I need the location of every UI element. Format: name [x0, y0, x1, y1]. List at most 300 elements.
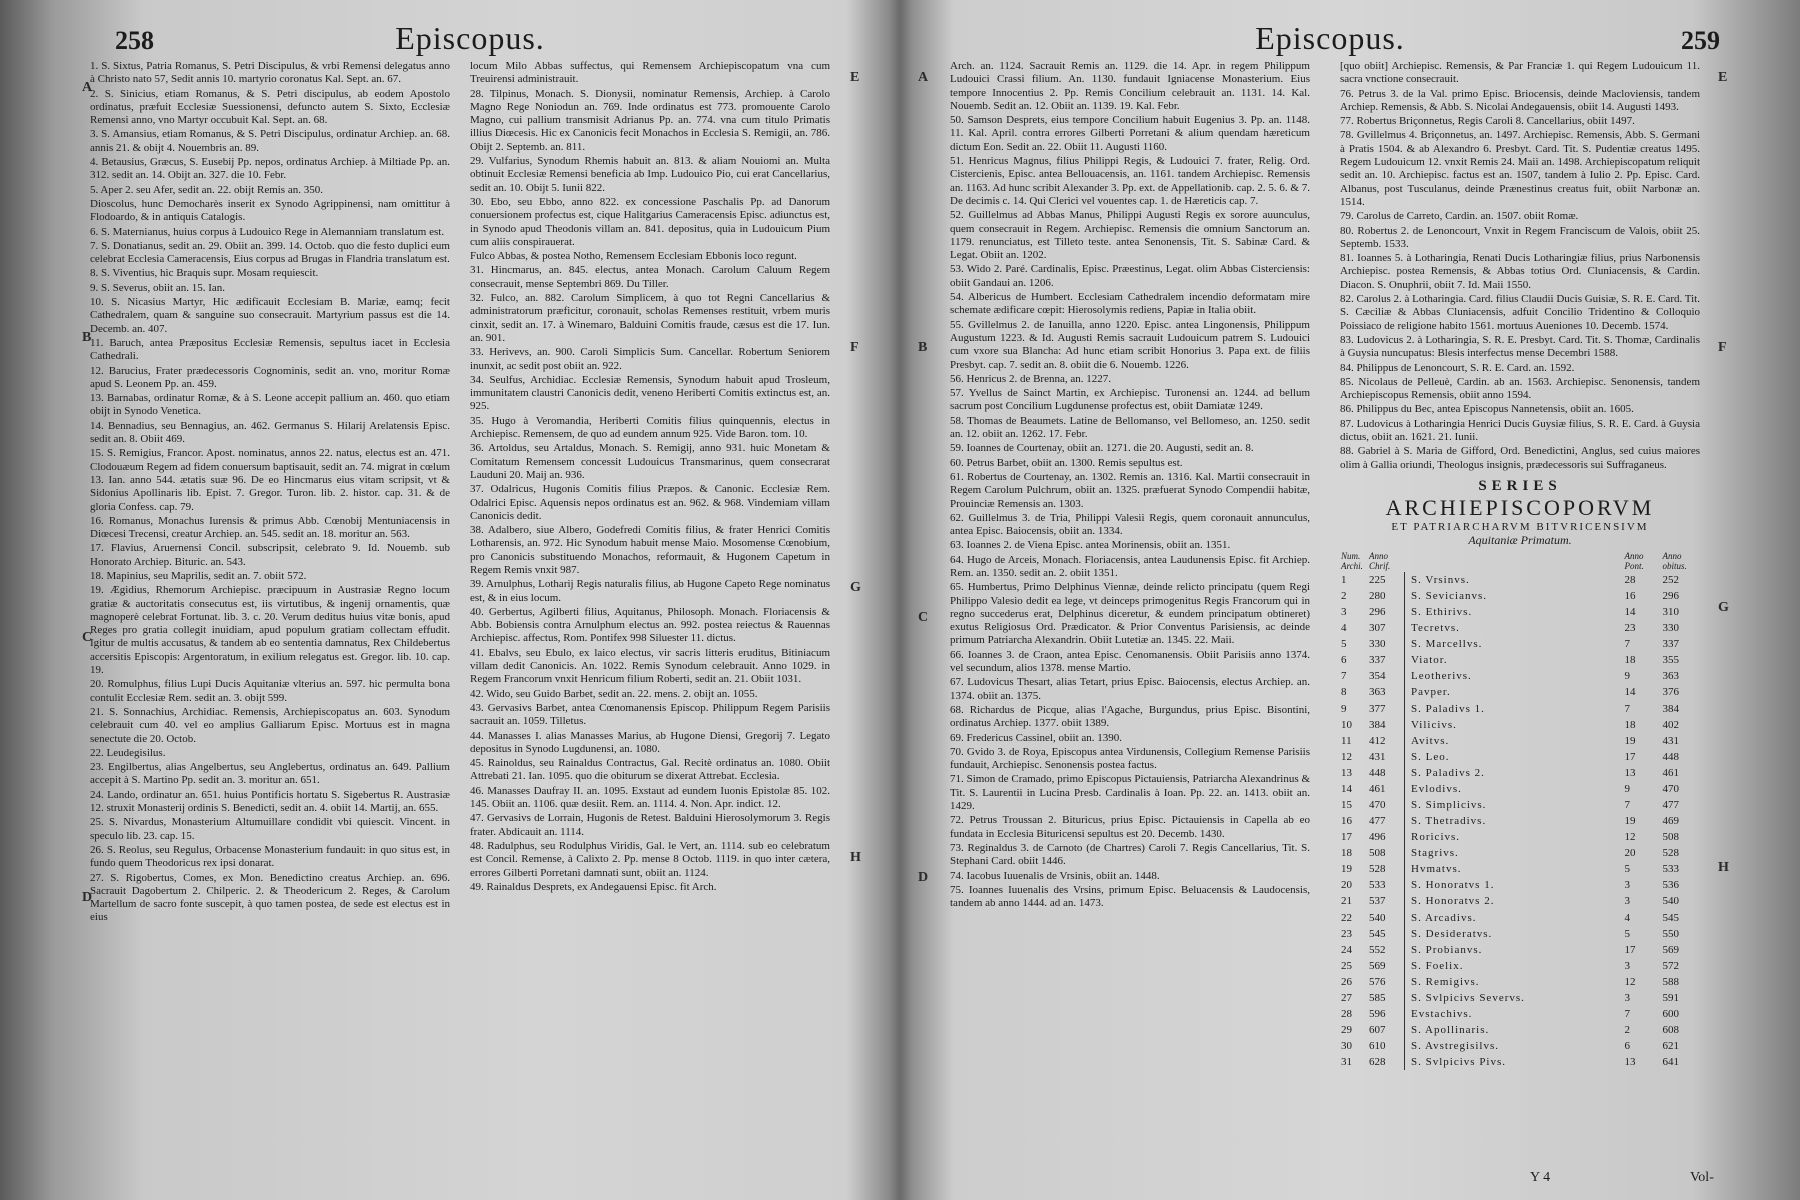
- row-sat: 7: [1624, 702, 1630, 715]
- row-number: 5: [1341, 638, 1347, 651]
- row-number: 16: [1341, 815, 1352, 828]
- entry-paragraph: 3. S. Amansius, etiam Romanus, & S. Petri Discipulus, ordinatur Archiep. an. 68. annis 21. & obijt 4. Nouembris an. 89.: [90, 128, 450, 154]
- entry-paragraph: 62. Guillelmus 3. de Tria, Philippi Valesii Regis, quem coronauit annunculus, antea Episc. Baiocensis, obiit an. 1334.: [950, 511, 1310, 538]
- row-year: 545: [1368, 926, 1405, 942]
- row-sat: 17: [1624, 943, 1636, 956]
- row-obit: 252: [1662, 573, 1679, 586]
- row-name: S. Honoratvs 1.: [1411, 879, 1495, 892]
- table-row: [1340, 829, 1700, 845]
- row-name: S. Sevicianvs.: [1411, 589, 1488, 602]
- row-number: 9: [1341, 702, 1347, 715]
- row-name: S. Honoratvs 2.: [1411, 895, 1495, 908]
- row-sat: 5: [1624, 863, 1630, 876]
- row-obit: 469: [1662, 815, 1679, 828]
- row-obit: 330: [1662, 622, 1679, 635]
- signature-mark: Y 4: [1530, 1170, 1551, 1185]
- margin-letter-b: B: [918, 340, 928, 355]
- row-year: 384: [1368, 717, 1405, 733]
- outer-margin-letter-e: E: [1718, 70, 1728, 85]
- table-row: [1340, 910, 1700, 926]
- entry-paragraph: 52. Guillelmus ad Abbas Manus, Philippi Augusti Regis ex sorore auunculus, quem consecrauit in Regem. Archiepisc. Remensis die omnium Sanctorum an. 1179. renunciatus, est Tilleto teste. antea Senonensis, Tit. S. Sabinæ Card. & Legat. Obiit an. 1202.: [950, 209, 1310, 262]
- row-obit: 337: [1662, 638, 1679, 651]
- row-name: Avitvs.: [1411, 734, 1450, 747]
- row-sat: 3: [1624, 879, 1630, 892]
- table-header-row: [1340, 550, 1700, 572]
- margin-letter-b: B: [82, 330, 92, 345]
- row-year: 377: [1368, 701, 1405, 717]
- entry-paragraph: Arch. an. 1124. Sacrauit Remis an. 1129. die 14. Apr. in regem Philippum Ludouici Crassi filium. An. 1130. fundauit Igniacense Monasterium. Eius tempore Innocentius 2. Pp. Remis Concilium celebrauit an. 1131. 14. Kal. Nouemb. Sedit an. 12. Obiit an. 1139. 19. Kal. Febr.: [950, 60, 1310, 112]
- row-number: 26: [1341, 975, 1352, 988]
- row-sat: 4: [1624, 911, 1630, 924]
- row-number: 28: [1341, 1008, 1352, 1021]
- row-sat: 13: [1624, 766, 1636, 779]
- col-header-num: Num. Archi.: [1341, 550, 1363, 571]
- row-number: 29: [1341, 1024, 1352, 1037]
- series-heading: [1340, 478, 1700, 548]
- row-year: 412: [1368, 733, 1405, 749]
- row-sat: 7: [1624, 799, 1630, 811]
- row-obit: 591: [1662, 991, 1679, 1004]
- entry-paragraph: 82. Carolus 2. à Lotharingia. Card. filius Claudii Ducis Guisiæ, S. R. E. Card. Tit. S. Cæciliæ & Abbas Cluniacensis, adfuit Concilio Tridentino & Colloquio Poissiaco de religione habito 1561. mortuus Aueniones 10. Decemb. 1574.: [1340, 293, 1700, 332]
- row-sat: 12: [1624, 831, 1636, 844]
- row-name: Hvmatvs.: [1411, 863, 1462, 876]
- entry-paragraph: 39. Arnulphus, Lotharij Regis naturalis filius, ab Hugone Capeto Rege nominatus est, & in eius locum.: [470, 578, 830, 604]
- row-sat: 19: [1624, 815, 1636, 828]
- entry-paragraph: 13. Barnabas, ordinatur Romæ, & à S. Leone accepit pallium an. 460. quo etiam obijt in Synodo Venetica.: [90, 392, 450, 418]
- row-name: S. Desideratvs.: [1411, 927, 1493, 940]
- col-header-year: Anno Chrif.: [1369, 550, 1391, 571]
- entry-paragraph: 79. Carolus de Carreto, Cardin. an. 1507. obiit Romæ.: [1340, 210, 1579, 223]
- row-year: 528: [1368, 861, 1405, 877]
- row-number: 4: [1341, 622, 1347, 635]
- row-sat: 3: [1624, 895, 1630, 908]
- col-header-sat: Anno Pont.: [1624, 550, 1644, 571]
- entry-paragraph: 17. Flavius, Aruernensi Concil. subscripsit, celebrato 9. Id. Nouemb. sub Honorato Archiep. Bituric. an. 543.: [90, 542, 450, 568]
- row-number: 31: [1341, 1056, 1352, 1069]
- entry-paragraph: Dioscolus, hunc Democharès inserit ex Synodo Agrippinensi, nam omittitur à Flodoardo, & in antiquis Catalogis.: [90, 197, 450, 224]
- row-sat: 3: [1624, 959, 1630, 972]
- right-column-1: [950, 60, 1310, 1180]
- entry-paragraph: 32. Fulco, an. 882. Carolum Simplicem, à quo tot Regni Cancellarius & administratorum præficitur, coronauit, scholas Remenses restituit, vrbem muris cinxit, sedit an. 17. à Winemaro, Balduini Comitis fraude, cæsus est die 17. Iun. an. 901.: [470, 292, 830, 344]
- row-year: 569: [1368, 958, 1405, 974]
- entry-paragraph: 29. Vulfarius, Synodum Rhemis habuit an. 813. & aliam Nouiomi an. Multa obtinuit Ecclesiæ Remensi beneficia ab Imp. Ludouico Pio, cui erat Cancellarius, sedit an. 10. Obijt 5. Iunii 822.: [470, 155, 830, 194]
- row-name: S. Probianvs.: [1411, 943, 1483, 956]
- row-year: 431: [1368, 749, 1405, 765]
- row-number: 18: [1341, 847, 1352, 860]
- table-row: [1340, 797, 1700, 813]
- row-name: S. Svlpicivs Pivs.: [1411, 1056, 1507, 1069]
- entry-paragraph: 57. Yvellus de Sainct Martin, ex Archiepisc. Turonensi an. 1244. ad bellum sacrum post Concilium Lugdunense profectus est, obiit Damiatæ 1249.: [950, 387, 1310, 413]
- table-row: [1340, 572, 1700, 588]
- entry-paragraph: 63. Ioannes 2. de Viena Episc. antea Morinensis, obiit an. 1351.: [950, 539, 1231, 552]
- row-obit: 569: [1662, 943, 1679, 956]
- row-sat: 20: [1624, 847, 1636, 860]
- row-number: 19: [1341, 863, 1352, 876]
- entry-paragraph: 70. Gvido 3. de Roya, Episcopus antea Virdunensis, Collegium Remense Parisiis fundauit, Archiepisc. Senonensis postea factus.: [950, 745, 1310, 772]
- row-obit: 355: [1662, 654, 1679, 667]
- row-number: 7: [1341, 670, 1347, 683]
- table-row: [1340, 1038, 1700, 1054]
- row-number: 14: [1341, 782, 1352, 795]
- right-page-header: [930, 12, 1730, 56]
- entry-paragraph: 35. Hugo à Veromandia, Heriberti Comitis filius quinquennis, electus in Archiepisc. Remensem, de quo ad eundem annum 925. Vide Baron. tom. 10.: [470, 414, 830, 441]
- entry-paragraph: 86. Philippus du Bec, antea Episcopus Nannetensis, obiit an. 1605.: [1340, 403, 1634, 416]
- row-obit: 477: [1662, 799, 1679, 811]
- row-sat: 18: [1624, 654, 1636, 667]
- entry-paragraph: [quo obiit] Archiepisc. Remensis, & Par Franciæ 1. qui Regem Ludouicum 11. sacra vnctione consecrauit.: [1340, 60, 1700, 86]
- row-year: 496: [1368, 829, 1405, 845]
- margin-letter-a: A: [82, 80, 93, 95]
- table-row: [1340, 668, 1700, 684]
- table-row: [1340, 636, 1700, 652]
- table-row: [1340, 893, 1700, 909]
- right-column-2: [1340, 60, 1700, 1180]
- entry-paragraph: 76. Petrus 3. de la Val. primo Episc. Briocensis, deinde Macloviensis, tandem Archiep. Remensis, & Abb. S. Nicolai Andegauensis, obiit 14. Augusti 1493.: [1340, 87, 1700, 113]
- left-page-header: [70, 12, 870, 56]
- row-sat: 17: [1624, 750, 1636, 763]
- row-year: 596: [1368, 1006, 1405, 1022]
- row-number: 13: [1341, 766, 1352, 779]
- series-title: SERIES: [1478, 477, 1562, 494]
- entry-paragraph: 14. Bennadius, seu Bennagius, an. 462. Germanus S. Hilarij Arelatensis Episc. sedit an. 8. Obiit 469.: [90, 419, 450, 446]
- row-name: S. Svlpicivs Severvs.: [1411, 991, 1525, 1004]
- row-year: 225: [1368, 572, 1405, 588]
- row-name: S. Avstregisilvs.: [1411, 1040, 1500, 1053]
- outer-margin-letter-h: H: [1718, 860, 1729, 875]
- row-name: Tecretvs.: [1411, 622, 1460, 635]
- row-number: 27: [1341, 991, 1352, 1004]
- row-number: 1: [1341, 573, 1347, 586]
- entry-paragraph: 61. Robertus de Courtenay, an. 1302. Remis an. 1316. Kal. Martii consecrauit in Regem Carolum Pulchrum, obiit an. 1325. præfuerat Synodo Compendii habitæ, Prouinciæ Remensis an. 1303.: [950, 470, 1310, 510]
- table-row: [1340, 877, 1700, 893]
- entry-paragraph: 18. Mapinius, seu Maprilis, sedit an. 7. obiit 572.: [90, 569, 307, 582]
- entry-paragraph: 55. Gvillelmus 2. de Ianuilla, anno 1220. Episc. antea Lingonensis, Philippum Augustum 1223. & Id. Augusti Remis sacrauit Ludouicum patrem S. Ludouici cum vxore sua Blancha: Ad hunc etiam scribit Honorius 3. Papa ext. de filiis Presbyt. cap. 7. sedit an. 8. obiit die 6. Nouemb. 1226.: [950, 318, 1310, 371]
- col-header-obit: Anno obitus.: [1662, 550, 1687, 571]
- row-obit: 545: [1662, 911, 1679, 924]
- entry-paragraph: locum Milo Abbas suffectus, qui Remensem Archiepiscopatum vna cum Treuirensi administrauit.: [470, 60, 830, 86]
- row-name: Pavper.: [1411, 686, 1451, 699]
- table-row: [1340, 684, 1700, 700]
- row-year: 610: [1368, 1038, 1405, 1054]
- entry-paragraph: 19. Ægidius, Rhemorum Archiepisc. præcipuum in Austrasiæ Regno locum gratiæ & auctoritatis consecutus est, iis virtutibus, & ingenij ornamentis, quæ magnoperè celebrat Fortunat. lib. 3. c. 20. Verum deditus huius vitæ bonis, apud Reges pro gratia collegit inuidiam, apud populum gratiam collectam effudit. Igitur de multis accusatus, & tandem ab eo sententia damnatus, Rex Childebertus accersitis Episcopis: Argentoratum, in exilium relegatus est. Gregor. lib. 10. cap. 19.: [90, 584, 450, 677]
- table-row: [1340, 781, 1700, 797]
- left-page: [70, 0, 870, 1200]
- table-row: [1340, 652, 1700, 668]
- archbishops-table-body: [1340, 572, 1700, 1070]
- row-name: S. Marcellvs.: [1411, 638, 1483, 651]
- row-year: 508: [1368, 845, 1405, 861]
- row-name: Evstachivs.: [1411, 1008, 1473, 1021]
- entry-paragraph: 20. Romulphus, filius Lupi Ducis Aquitaniæ vlterius an. 597. hic permulta bona contulit Ecclesiæ Rem. sedit an. 3. obijt 599.: [90, 678, 450, 704]
- entry-paragraph: 59. Ioannes de Courtenay, obiit an. 1271. die 20. Augusti, sedit an. 8.: [950, 442, 1254, 455]
- entry-paragraph: 26. S. Reolus, seu Regulus, Orbacense Monasterium fundauit: in quo situs est, in fundo quem Theodoricus rex ipsi donarat.: [90, 843, 450, 870]
- row-sat: 3: [1624, 991, 1630, 1004]
- row-number: 21: [1341, 895, 1352, 908]
- row-obit: 540: [1662, 895, 1679, 908]
- row-name: Evlodivs.: [1411, 782, 1462, 795]
- table-row: [1340, 733, 1700, 749]
- entry-paragraph: 4. Betausius, Græcus, S. Eusebij Pp. nepos, ordinatus Archiep. à Miltiade Pp. an. 312. sedit an. 14. Obijt an. 327. die 10. Febr.: [90, 156, 450, 182]
- row-number: 12: [1341, 750, 1352, 763]
- row-year: 363: [1368, 684, 1405, 700]
- row-obit: 621: [1662, 1040, 1679, 1053]
- row-name: S. Arcadivs.: [1411, 911, 1477, 924]
- row-obit: 402: [1662, 718, 1679, 731]
- entry-paragraph: 34. Seulfus, Archidiac. Ecclesiæ Remensis, Synodum habuit apud Trosleum, immunitatem claustri Canonicis dedit, veneno Heriberti Comitis extinctus est, an. 925.: [470, 373, 830, 413]
- entry-paragraph: 44. Manasses I. alias Manasses Marius, ab Hugone Diensi, Gregorij 7. Legato depositus in Synodo Lugdunensi, an. 1080.: [470, 729, 830, 755]
- entry-paragraph: 1. S. Sixtus, Patria Romanus, S. Petri Discipulus, & vrbi Remensi delegatus anno à Christo nato 57, Sedit annis 10. martyrio coronatus Kal. Sept. an. 67.: [90, 60, 450, 86]
- right-column-2-text: [1340, 60, 1700, 472]
- entry-paragraph: 43. Gervasivs Barbet, antea Cœnomanensis Episcop. Philippum Regem Parisiis sacrauit an. 1059. Tilletus.: [470, 701, 830, 728]
- row-year: 330: [1368, 636, 1405, 652]
- table-row: [1340, 990, 1700, 1006]
- row-name: Stagrivs.: [1411, 847, 1459, 860]
- entry-paragraph: 83. Ludovicus 2. à Lotharingia, S. R. E. Presbyt. Card. Tit. S. Thomæ, Cardinalis à Guysia nuncupatus: Blesis interfectus mense Decembri 1588.: [1340, 333, 1700, 360]
- row-sat: 28: [1624, 573, 1636, 586]
- margin-letter-d: D: [82, 890, 93, 905]
- row-name: S. Remigivs.: [1411, 975, 1480, 988]
- entry-paragraph: 42. Wido, seu Guido Barbet, sedit an. 22. mens. 2. obijt an. 1055.: [470, 687, 758, 700]
- series-subtitle-2: ET PATRIARCHARVM BITVRICENSIVM: [1391, 520, 1649, 533]
- entry-paragraph: 80. Robertus 2. de Lenoncourt, Vnxit in Regem Franciscum de Valois, obiit 25. Septemb. 1533.: [1340, 224, 1700, 250]
- series-subtitle-3: Aquitaniæ Primatum.: [1468, 532, 1572, 547]
- row-number: 11: [1341, 734, 1352, 747]
- row-name: Leotherivs.: [1411, 670, 1472, 683]
- entry-paragraph: 54. Albericus de Humbert. Ecclesiam Cathedralem incendio deformatam mire schemate ædificare cœpit: Hierosolymis rediens, Papiæ in Italia obiit.: [950, 291, 1310, 317]
- row-year: 337: [1368, 652, 1405, 668]
- inner-margin-letter-h: H: [850, 850, 861, 865]
- row-number: 25: [1341, 959, 1352, 972]
- table-row: [1340, 588, 1700, 604]
- row-sat: 16: [1624, 589, 1636, 602]
- table-row: [1340, 974, 1700, 990]
- row-name: S. Vrsinvs.: [1411, 573, 1470, 586]
- row-year: 296: [1368, 604, 1405, 620]
- row-year: 461: [1368, 781, 1405, 797]
- entry-paragraph: 36. Artoldus, seu Artaldus, Monach. S. Remigij, anno 931. huic Monetam & Comitatum Remensem concessit Ludouicus Transmarinus, quem consecrarat Lauduni 20. Maij an. 936.: [470, 442, 830, 481]
- entry-paragraph: 84. Philippus de Lenoncourt, S. R. E. Card. an. 1592.: [1340, 361, 1575, 374]
- row-sat: 19: [1624, 734, 1636, 747]
- entry-paragraph: 49. Rainaldus Desprets, ex Andegauensi Episc. fit Arch.: [470, 880, 717, 893]
- row-obit: 296: [1662, 589, 1679, 602]
- row-obit: 448: [1662, 750, 1679, 763]
- entry-paragraph: 11. Baruch, antea Præpositus Ecclesiæ Remensis, sepultus iacet in Ecclesia Cathedrali.: [90, 336, 450, 363]
- entry-paragraph: 27. S. Rigobertus, Comes, ex Mon. Benedictino creatus Archiep. an. 696. Sacrauit Dagobertum 2. Chilperic. 2. & Theodericum 2. Reges, & Carolum Martellum de sacro fonte suscepit, à quo tamen postea, de sede est electus est in eius: [90, 871, 450, 924]
- outer-margin-letter-g: G: [1718, 600, 1729, 615]
- row-year: 448: [1368, 765, 1405, 781]
- entry-paragraph: Fulco Abbas, & postea Notho, Remensem Ecclesiam Ebbonis loco regunt.: [470, 250, 797, 263]
- entry-paragraph: 8. S. Viventius, hic Braquis supr. Mosam requiescit.: [90, 267, 319, 280]
- col-header-name: [1405, 550, 1624, 572]
- entry-paragraph: 64. Hugo de Arceis, Monach. Floriacensis, antea Laudunensis Episc. fit Archiep. Rem. an. 1350. sedit an. 2. obiit 1351.: [950, 553, 1310, 579]
- row-name: Viator.: [1411, 654, 1448, 667]
- entry-paragraph: 50. Samson Desprets, eius tempore Concilium habuit Eugenius 3. Pp. an. 1148. 11. Kal. April. contra errores Gilberti Porretani & alium quendam hæreticum dictum Eon. Sedit an. 22. Obiit 11. Augusti 1160.: [950, 114, 1310, 153]
- table-row: [1340, 845, 1700, 861]
- entry-paragraph: 7. S. Donatianus, sedit an. 29. Obiit an. 399. 14. Octob. quo die festo duplici eum celebrat Ecclesia Cameracensis, Eius corpus ad Brugas in Flandria translatum est.: [90, 239, 450, 266]
- entry-paragraph: 2. S. Sinicius, etiam Romanus, & S. Petri discipulus, ab eodem Apostolo ordinatus, præfuit Ecclesiæ Suessionensi, defuncto autem S. Sixto, Ecclesiæ Remensi anno, vno Martyr occubuit Kal. Sept. an. 68.: [90, 87, 450, 127]
- row-obit: 508: [1662, 831, 1679, 844]
- entry-paragraph: 75. Ioannes Iuuenalis des Vrsins, primum Episc. Beluacensis & Laudocensis, tandem ab anno 1444. ad an. 1473.: [950, 883, 1310, 910]
- table-row: [1340, 604, 1700, 620]
- entry-paragraph: 45. Rainoldus, seu Rainaldus Contractus, Gal. Recitè ordinatus an. 1080. Obiit Attrebati 21. Ian. 1095. quo die obiturum se dixerat Attrebat. Ecclesia.: [470, 757, 830, 783]
- row-obit: 600: [1662, 1008, 1679, 1021]
- row-sat: 7: [1624, 638, 1630, 651]
- entry-paragraph: 81. Ioannes 5. à Lotharingia, Renati Ducis Lotharingiæ filius, prius Narbonensis Archiepisc. postea Remensis, & Abbas totius Ord. Cluniacensis, & Cardin. Diacon. S. Onuphrii, obiit 7. Id. Maii 1550.: [1340, 252, 1700, 291]
- entry-paragraph: 9. S. Severus, obiit an. 15. Ian.: [90, 281, 226, 294]
- entry-paragraph: 68. Richardus de Picque, alias l'Agache, Burgundus, prius Episc. Bisontini, ordinatus Archiep. 1377. obiit 1389.: [950, 703, 1310, 730]
- row-sat: 2: [1624, 1024, 1630, 1037]
- row-obit: 528: [1662, 847, 1679, 860]
- row-year: 576: [1368, 974, 1405, 990]
- entry-paragraph: 85. Nicolaus de Pelleuè, Cardin. ab an. 1563. Archiepisc. Senonensis, tandem Archiepiscopus Remensis, obiit anno 1594.: [1340, 375, 1700, 402]
- archbishops-table: [1340, 550, 1700, 1070]
- table-row: [1340, 861, 1700, 877]
- row-obit: 536: [1662, 879, 1679, 892]
- left-column-1: [90, 60, 450, 1180]
- entry-paragraph: 6. S. Maternianus, huius corpus à Ludouico Rege in Alemanniam translatum est.: [90, 225, 445, 238]
- table-row: [1340, 765, 1700, 781]
- row-year: 540: [1368, 910, 1405, 926]
- row-number: 24: [1341, 943, 1352, 956]
- row-number: 22: [1341, 911, 1352, 924]
- entry-paragraph: 10. S. Nicasius Martyr, Hic ædificauit Ecclesiam B. Mariæ, eamq; fecit Cathedralem, quam & sanguine suo consecrauit. Martyrium passus est die 14. Decemb. an. 407.: [90, 296, 450, 335]
- right-page: [918, 0, 1730, 1200]
- row-name: S. Thetradivs.: [1411, 815, 1487, 828]
- entry-paragraph: 60. Petrus Barbet, obiit an. 1300. Remis sepultus est.: [950, 456, 1183, 469]
- left-column-2: [470, 60, 830, 1180]
- left-running-title: Episcopus.: [395, 20, 545, 56]
- entry-paragraph: 38. Adalbero, siue Albero, Godefredi Comitis filius, & frater Henrici Comitis Lotharensis, an. 972. Hic Synodum habuit mense Maio. Mosomense Cœnobium, pro Canonicis substituendo Monachos, reformauit, & Hugonem Capetum in Regem Remis vnxit 987.: [470, 524, 830, 576]
- row-year: 470: [1368, 797, 1405, 813]
- entry-paragraph: 74. Iacobus Iuuenalis de Vrsinis, obiit an. 1448.: [950, 869, 1160, 882]
- table-row: [1340, 813, 1700, 829]
- table-row: [1340, 926, 1700, 942]
- entry-paragraph: 15. S. Remigius, Francor. Apost. nominatus, annos 22. natus, electus est an. 471. Clodouæum Regem ad fidem conuersum baptisauit, sedit an. 74. migrat in cœlum 13. Ian. anno 544. ætatis suæ 96. De eo Hincmarus eius vitam scripsit, vt & Sidonius Apollinaris lib. Epist. 7. Gregor. Turon. lib. 2. histor. cap. 31. & de gloria Confess. cap. 79.: [90, 447, 450, 513]
- row-sat: 6: [1624, 1040, 1630, 1053]
- row-number: 30: [1341, 1040, 1352, 1053]
- entry-paragraph: 37. Odalricus, Hugonis Comitis filius Præpos. & Canonic. Ecclesiæ Rem. Odalrici Episc. Aquensis nepos ordinatus est an. 962. & 968. Vindemiam villam Canonicis dedit.: [470, 483, 830, 522]
- row-name: S. Simplicivs.: [1411, 799, 1487, 811]
- table-row: [1340, 701, 1700, 717]
- entry-paragraph: 31. Hincmarus, an. 845. electus, antea Monach. Carolum Caluum Regem consecrauit, mense Septembri 869. Du Tiller.: [470, 264, 830, 290]
- entry-paragraph: 41. Ebalvs, seu Ebulo, ex laico electus, vir sacris litteris eruditus, Bitiniacum villam dedit Canonicis. An. 1022. Remis Synodum celebrauit. Anno 1029. in Regem Francorum vnxit Henricum filium Roberti, sedit an. 21. Obiit 1031.: [470, 646, 830, 686]
- row-obit: 608: [1662, 1024, 1679, 1037]
- row-number: 20: [1341, 879, 1352, 892]
- row-name: S. Leo.: [1411, 750, 1450, 763]
- row-obit: 461: [1662, 766, 1679, 779]
- row-sat: 23: [1624, 622, 1636, 635]
- row-obit: 641: [1662, 1056, 1679, 1069]
- row-year: 607: [1368, 1022, 1405, 1038]
- row-year: 280: [1368, 588, 1405, 604]
- entry-paragraph: 71. Simon de Cramado, primo Episcopus Pictauiensis, Patriarcha Alexandrinus & Tit. S. Laurentii in Lucina Presb. Cardinalis à Ioan. Pp. 22. an. 1413. obiit an. 1429.: [950, 773, 1310, 813]
- row-year: 533: [1368, 877, 1405, 893]
- entry-paragraph: 46. Manasses Daufray II. an. 1095. Exstaut ad eundem Iuonis Epistolæ 85. 102. 145. Obiit an. 1106. quæ desiit. Rem. an. 1114. 4. Non. Apr. indict. 12.: [470, 784, 830, 811]
- row-obit: 533: [1662, 863, 1679, 876]
- entry-paragraph: 48. Radulphus, seu Rodulphus Viridis, Gal. le Vert, an. 1114. sub eo celebratum est Concil. Remense, à Calixto 2. Pp. mense 8 Octob. 1119. in quo inter cætera, errores Gilberti Porretani damnati sunt, obiit an. 1124.: [470, 839, 830, 879]
- catchword: Vol-: [1690, 1170, 1714, 1185]
- row-sat: 18: [1624, 718, 1636, 731]
- entry-paragraph: 87. Ludovicus à Lotharingia Henrici Ducis Guysiæ filius, S. R. E. Card. à Guysia dictus, obiit an. 1621. 21. Iunii.: [1340, 417, 1700, 444]
- entry-paragraph: 73. Reginaldus 3. de Carnoto (de Chartres) Caroli 7. Regis Cancellarius, Tit. S. Stephani Card. obiit 1446.: [950, 841, 1310, 868]
- entry-paragraph: 40. Gerbertus, Agilberti filius, Aquitanus, Philosoph. Monach. Floriacensis & Abb. Bobiensis contra Arnulphum electus an. 992. postea reiectus & Rauennas Archiepisc. affectus, Rom. Pontifex 998 Siluester 11. dictus.: [470, 605, 830, 645]
- row-year: 307: [1368, 620, 1405, 636]
- table-row: [1340, 1006, 1700, 1022]
- row-obit: 376: [1662, 686, 1679, 699]
- row-number: 2: [1341, 589, 1347, 602]
- entry-paragraph: 53. Wido 2. Paré. Cardinalis, Episc. Præestinus, Legat. olim Abbas Cisterciensis: obiit Gandaui an. 1206.: [950, 263, 1310, 289]
- entry-paragraph: 72. Petrus Troussan 2. Bituricus, prius Episc. Pictauiensis in Capella ab eo fundata in Ecclesia Bituricensi sepultus est 20. Decemb. 1430.: [950, 814, 1310, 840]
- margin-letter-c: C: [918, 610, 929, 625]
- entry-paragraph: 56. Henricus 2. de Brenna, an. 1227.: [950, 372, 1111, 385]
- row-obit: 470: [1662, 782, 1679, 795]
- entry-paragraph: 5. Aper 2. seu Afer, sedit an. 22. obijt Remis an. 350.: [90, 183, 323, 196]
- left-page-number: 258: [115, 26, 154, 55]
- row-year: 477: [1368, 813, 1405, 829]
- row-sat: 12: [1624, 975, 1636, 988]
- margin-letter-a: A: [918, 70, 929, 85]
- row-number: 6: [1341, 654, 1347, 667]
- table-row: [1340, 620, 1700, 636]
- table-row: [1340, 717, 1700, 733]
- row-obit: 431: [1662, 734, 1679, 747]
- entry-paragraph: 51. Henricus Magnus, filius Philippi Regis, & Ludouici 7. frater, Relig. Ord. Cistercienis, Episc. antea Bellouacensis, an. 1161. tandem Archiepisc. Remensis an. 1163. Ad hunc scribit Alexander 3. Pp. ext. de Appellationib. cap. 2. 5. 6. & 7. De decimis c. 14. Qui Clerici vel vouentes cap. 1. de Hæreticis cap. 7.: [950, 155, 1310, 207]
- row-sat: 5: [1624, 927, 1630, 940]
- row-obit: 572: [1662, 959, 1679, 972]
- outer-margin-letter-f: F: [1718, 340, 1727, 355]
- row-number: 8: [1341, 686, 1347, 699]
- entry-paragraph: 33. Herivevs, an. 900. Caroli Simplicis Sum. Cancellar. Robertum Seniorem inunxit, ac sedit post obiit an. 922.: [470, 346, 830, 372]
- row-sat: 9: [1624, 782, 1630, 795]
- row-name: S. Ethirivs.: [1411, 606, 1473, 619]
- table-row: [1340, 942, 1700, 958]
- entry-paragraph: 22. Leudegisilus.: [90, 746, 166, 759]
- entry-paragraph: 23. Engilbertus, alias Angelbertus, seu Anglebertus, ordinatus an. 649. Pallium accepit à S. Martino Pp. sedit an. 3. moritur an. 651.: [90, 761, 450, 787]
- entry-paragraph: 24. Lando, ordinatur an. 651. huius Pontificis hortatu S. Sigebertus R. Austrasiæ 12. struxit Monasterij ordinis S. Benedicti, sedit an. 4. obiit 14. Martij, an. 655.: [90, 788, 450, 815]
- row-year: 585: [1368, 990, 1405, 1006]
- table-row: [1340, 1022, 1700, 1038]
- row-number: 15: [1341, 799, 1352, 811]
- row-number: 17: [1341, 831, 1352, 844]
- row-sat: 9: [1624, 670, 1630, 683]
- row-sat: 13: [1624, 1056, 1636, 1069]
- row-year: 537: [1368, 893, 1405, 909]
- row-obit: 588: [1662, 975, 1679, 988]
- row-sat: 14: [1624, 686, 1636, 699]
- entry-paragraph: 30. Ebo, seu Ebbo, anno 822. ex concessione Paschalis Pp. ad Danorum conuersionem profectus est, cique Halitgarius Cameracensis Episc. adiunctus est, in Synodo apud Theodonis villam an. 841. depositus, quia in Ludouicum Pium cum aliis conspirauerat.: [470, 195, 830, 248]
- entry-paragraph: 47. Gervasivs de Lorrain, Hugonis de Retest. Balduini Hierosolymorum 3. Regis frater. Abdicauit an. 1114.: [470, 812, 830, 838]
- row-name: S. Foelix.: [1411, 959, 1464, 972]
- inner-margin-letter-e: E: [850, 70, 860, 85]
- entry-paragraph: 65. Humbertus, Primo Delphinus Viennæ, deinde relicto principatu (quem Regi Philippo Valesio dedit ea lege, vt deinceps primogenitus Regis Francorum qui in regno succederus erat, Delphinus diceretur, & eundem principatum obtineret) exutus Religiosus Ord. Prædicator. & Prior Conventus Parisiensis, ac deinde primum Patriarcha Alexandrin. Obiit Lutetiæ an. 1345. 22. Maii.: [950, 581, 1310, 647]
- entry-paragraph: 21. S. Sonnachius, Archidiac. Remensis, Archiepiscopatus an. 603. Synodum celebrauit cum 40. vel eo amplius Galliarum Episc. Mortuus est in magna senectute die 20. Octob.: [90, 705, 450, 745]
- margin-letter-d: D: [918, 870, 929, 885]
- row-name: S. Paladivs 2.: [1411, 766, 1485, 779]
- entry-paragraph: 77. Robertus Briçonnetus, Regis Caroli 8. Cancellarius, obiit 1497.: [1340, 115, 1635, 128]
- entry-paragraph: 78. Gvillelmus 4. Briçonnetus, an. 1497. Archiepisc. Remensis, Abb. S. Germani à Pratis 1504. & ab Alexandro 6. Presbyt. Card. Tit. S. Pudentiæ creatus 1495. Regem Ludouicum 12. vnxit Remis 24. Maii an. 1498. Archiepiscopatum reliquit sedit an. 10. Archiepisc. factus est an. 1507, tandem à Iulio 2. Pp. Episc. Card. Albanus, post Tusculanus, deinde Prænestinus creatus fuit, obiit Narbonæ an. 1514.: [1340, 129, 1700, 208]
- inner-margin-letter-f: F: [850, 340, 859, 355]
- row-name: Vilicivs.: [1411, 718, 1457, 731]
- entry-paragraph: 12. Barucius, Frater prædecessoris Cognominis, sedit an. vno, moritur Romæ apud S. Leonem Pp. an. 459.: [90, 364, 450, 390]
- entry-paragraph: 66. Ioannes 3. de Craon, antea Episc. Cenomanensis. Obiit Parisiis anno 1374. vel secundum, alios 1378. mense Martio.: [950, 648, 1310, 675]
- row-year: 552: [1368, 942, 1405, 958]
- entry-paragraph: 67. Ludovicus Thesart, alias Tetart, prius Episc. Baiocensis, electus Archiep. an. 1374. obiit an. 1375.: [950, 676, 1310, 702]
- table-row: [1340, 1054, 1700, 1070]
- entry-paragraph: 25. S. Nivardus, Monasterium Altumuillare condidit vbi quiescit. Vincent. in speculo lib. 23. cap. 15.: [90, 816, 450, 842]
- row-year: 354: [1368, 668, 1405, 684]
- right-running-title: Episcopus.: [1255, 20, 1405, 56]
- row-obit: 550: [1662, 927, 1679, 940]
